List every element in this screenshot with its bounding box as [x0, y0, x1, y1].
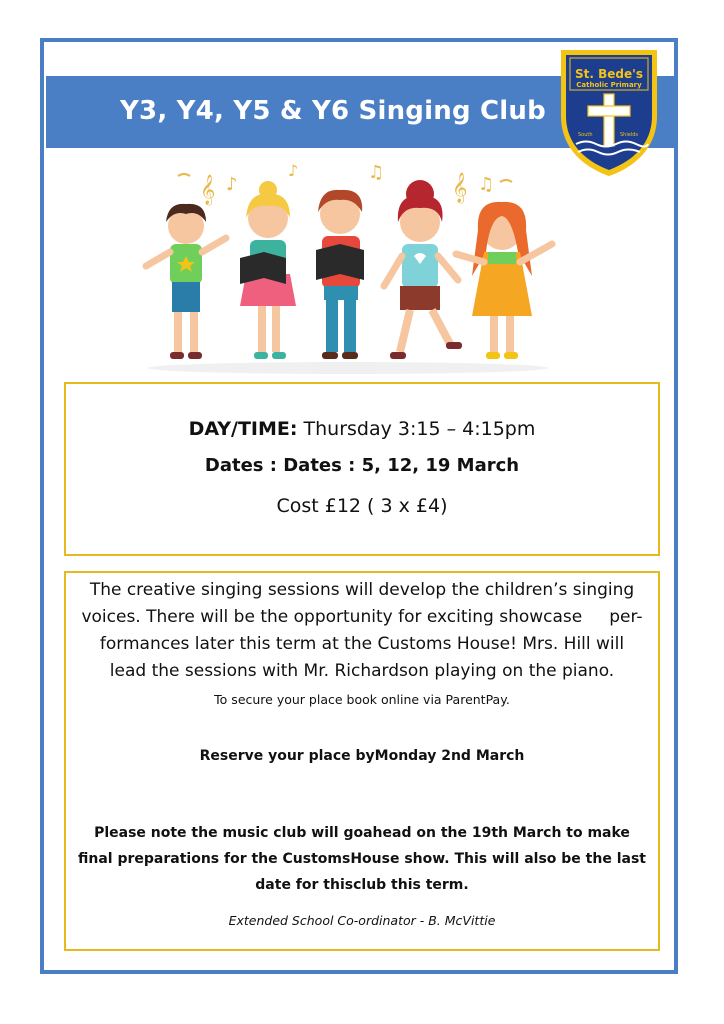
daytime-label: DAY/TIME: [188, 418, 298, 440]
child-figure [456, 202, 552, 359]
daytime-value: Thursday 3:15 – 4:15pm [297, 418, 536, 440]
note-line: Please note the music club will goahead on the 19th March to make [94, 825, 630, 841]
svg-text:♫: ♫ [368, 162, 385, 183]
reserve-deadline: Reserve your place byMonday 2nd March [199, 748, 525, 764]
dates-line: Dates : Dates : 5, 12, 19 March [204, 455, 520, 476]
svg-text:♪: ♪ [226, 174, 238, 195]
crest-motto-right: Shields [620, 132, 638, 138]
coordinator-signoff: Extended School Co-ordinator - B. McVittie [228, 913, 496, 928]
child-figure [146, 204, 226, 359]
crest-motto-left: South [578, 132, 593, 138]
note-line: date for thisclub this term. [255, 877, 469, 893]
description-line: formances later this term at the Customs House! Mrs. Hill will [99, 634, 625, 654]
important-note [72, 820, 652, 898]
svg-text:𝄞: 𝄞 [200, 175, 216, 205]
description-line: The creative singing sessions will develop the children’s singing [89, 580, 635, 600]
child-figure [384, 180, 462, 359]
child-figure [316, 190, 364, 359]
daytime-line [64, 418, 660, 440]
child-figure [240, 181, 296, 359]
crest-school-subtitle: Catholic Primary [576, 81, 642, 89]
school-crest-logo [556, 46, 662, 178]
svg-text:♪: ♪ [288, 161, 299, 180]
page-title: Y3, Y4, Y5 & Y6 Singing Club [120, 96, 546, 126]
description-line: voices. There will be the opportunity for exciting showcase per- [81, 607, 643, 627]
cost-line: Cost £12 ( 3 x £4) [276, 495, 448, 517]
booking-instruction: To secure your place book online via ParentPay. [214, 692, 510, 707]
description-paragraph [72, 577, 652, 685]
singing-children-illustration [128, 156, 568, 376]
description-line: lead the sessions with Mr. Richardson playing on the piano. [109, 661, 615, 681]
svg-text:♫: ♫ [478, 174, 495, 195]
svg-text:𝄞: 𝄞 [452, 173, 468, 203]
note-line: final preparations for the CustomsHouse show. This will also be the last [78, 851, 646, 867]
crest-school-name: St. Bede's [575, 67, 643, 81]
